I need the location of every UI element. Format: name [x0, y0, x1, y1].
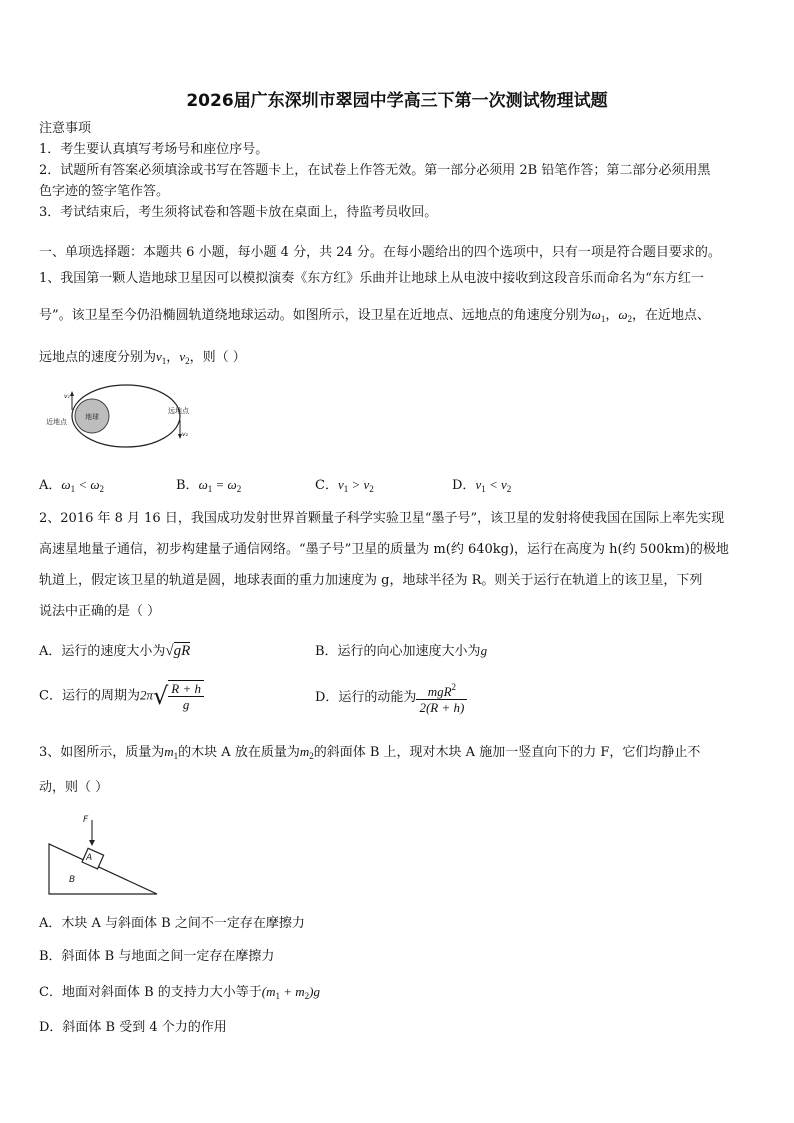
q2-text: 轨道上，假定该卫星的轨道是圆，地球表面的重力加速度为 g，地球半径为 R。则关于运行在轨道上的该卫星，下列: [39, 573, 703, 588]
block-a-label: A: [86, 853, 93, 863]
force-label: F: [83, 815, 89, 825]
q1-option-b[interactable]: B．$\omega_1 = \omega_2$: [176, 477, 242, 494]
v1-label: v₁: [64, 393, 70, 400]
q1-option-c[interactable]: C．$v_1 > v_2$: [315, 477, 374, 494]
notice-item: 1．考生要认真填写考场号和座位序号。: [39, 142, 269, 157]
q1-option-d[interactable]: D．$v_1 < v_2$: [452, 477, 512, 494]
force-arrow-icon: [89, 840, 95, 846]
notice-item: 3．考试结束后，考生须将试卷和答题卡放在桌面上，待监考员收回。: [39, 205, 438, 220]
perigee-label: 近地点: [46, 418, 67, 426]
q1-text: 远地点的速度分别为$v_1$，$v_2$，则（ ）: [39, 349, 246, 366]
notice-heading: 注意事项: [39, 121, 92, 136]
q1-text: 号”。该卫星至今仍沿椭圆轨道绕地球运动。如图所示，设卫星在近地点、远地点的角速度分别为$\omega_1$，$\omega_2$，在近地点、: [39, 307, 711, 324]
incline-block-b: [49, 844, 157, 894]
q3-text: 3、如图所示，质量为$m_1$的木块 A 放在质量为$m_2$的斜面体 B 上，现对木块 A 施加一竖直向下的力 F，它们均静止不: [39, 744, 701, 761]
q2-text: 2、2016 年 8 月 16 日，我国成功发射世界首颗量子科学实验卫星“墨子号”，该卫星的发射将使我国在国际上率先实现: [39, 511, 725, 526]
block-b-label: B: [69, 875, 76, 885]
q2-option-b[interactable]: B．运行的向心加速度大小为g: [315, 643, 488, 659]
page-title: 2026届广东深圳市翠园中学高三下第一次测试物理试题: [186, 91, 608, 111]
q3-option-b[interactable]: B．斜面体 B 与地面之间一定存在摩擦力: [39, 949, 275, 964]
v2-label: v₂: [182, 431, 188, 438]
q3-option-c[interactable]: C．地面对斜面体 B 的支持力大小等于$(m_1 + m_2)g$: [39, 984, 320, 1001]
q3-incline-figure: [44, 812, 164, 898]
section-heading: 一、单项选择题：本题共 6 小题，每小题 4 分，共 24 分。在每小题给出的四个选项中，只有一项是符合题目要求的。: [39, 245, 721, 260]
q3-option-d[interactable]: D．斜面体 B 受到 4 个力的作用: [39, 1020, 227, 1035]
q2-text: 说法中正确的是（ ）: [39, 604, 161, 619]
apogee-label: 远地点: [168, 407, 189, 415]
earth-label: 地球: [85, 413, 99, 421]
q2-option-c[interactable]: C．运行的周期为2π√ $\frac{R + h}{g}$: [39, 680, 204, 712]
q2-option-a[interactable]: A．运行的速度大小为√gR: [39, 643, 191, 659]
q2-option-d[interactable]: D．运行的动能为 $\frac{mgR^2}{2(R + h)}$: [315, 680, 467, 715]
q1-text: 1、我国第一颗人造地球卫星因可以模拟演奏《东方红》乐曲并让地球上从电波中接收到这段音乐而命名为“东方红一: [39, 271, 704, 286]
q1-option-a[interactable]: A．$\omega_1 < \omega_2$: [39, 477, 105, 494]
q3-option-a[interactable]: A．木块 A 与斜面体 B 之间不一定存在摩擦力: [39, 916, 305, 931]
q3-text: 动，则（ ）: [39, 780, 109, 795]
velocity-arrow-icon: [70, 391, 74, 396]
q1-orbit-figure: [42, 380, 202, 460]
q2-text: 高速星地量子通信，初步构建量子通信网络。“墨子号”卫星的质量为 m(约 640kg)，运行在高度为 h(约 500km)的极地: [39, 542, 729, 557]
notice-item: 2．试题所有答案必须填涂或书写在答题卡上，在试卷上作答无效。第一部分必须用 2B 铅笔作答；第二部分必须用黑: [39, 163, 711, 178]
notice-item: 色字迹的签字笔作答。: [39, 184, 170, 199]
